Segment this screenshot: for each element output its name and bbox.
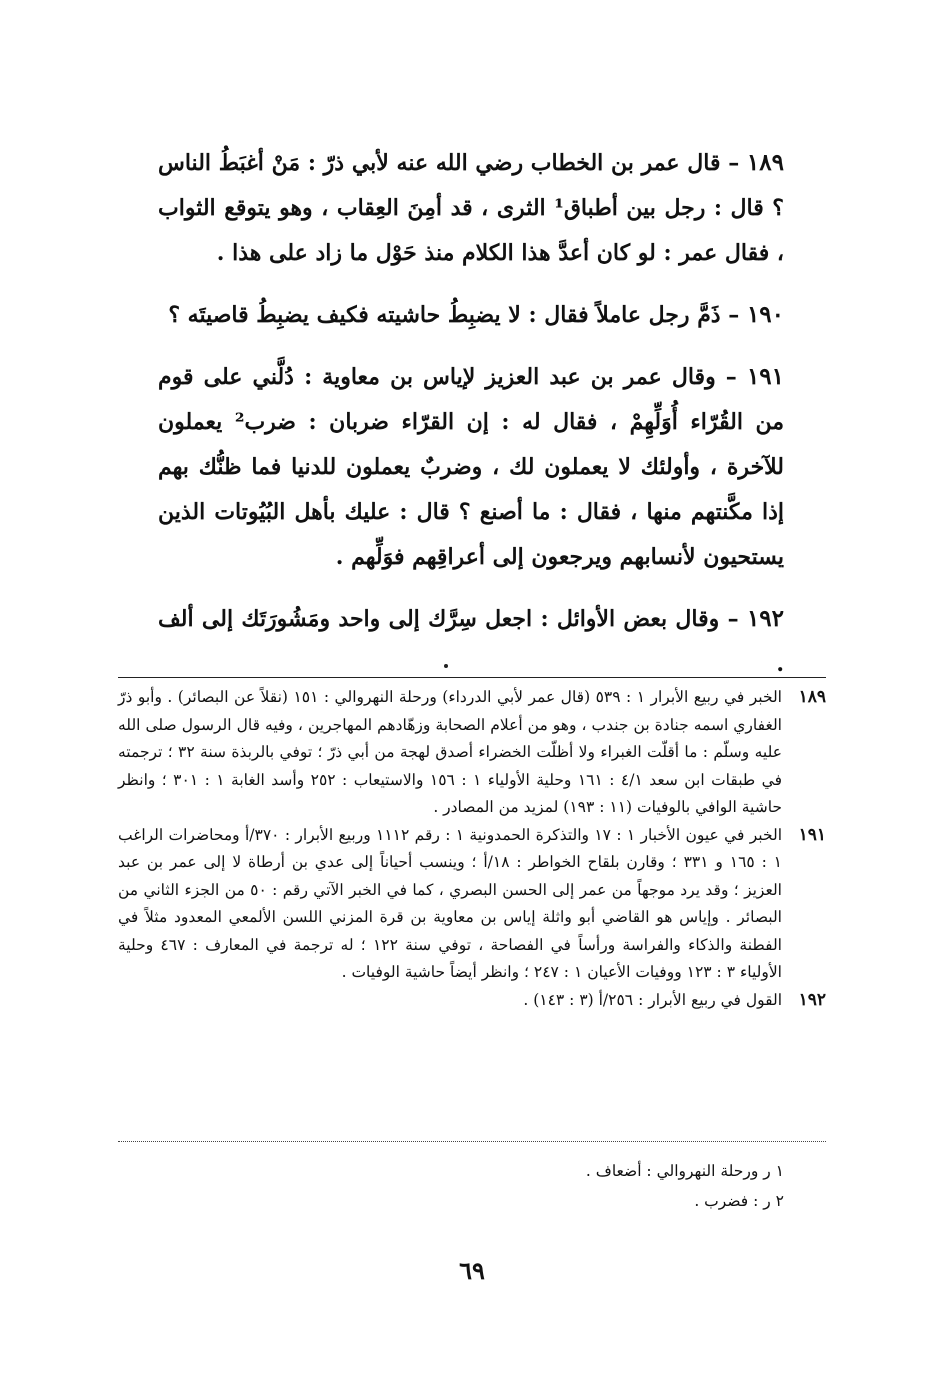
paragraph-number: ١٩٢	[746, 605, 784, 632]
footnote-text: الخبر في ربيع الأبرار ١ : ٥٣٩ (قال عمر لأبي الدرداء) ورحلة النهروالي : ١٥١ (نقلاً عن البصائر) . وأبو ذرّ الغفاري اسمه جنادة بن جندب ، وهو من أعلام الصحابة وزهّادهم المهاجرين ، وفيه قال الرسول صلى الله عليه وسلّم : ما أقلّت الغبراء ولا أظلّت الخضراء أصدق لهجة من أبي ذرّ ؛ توفي بالربذة سنة ٣٢ ؛ ترجمته في طبقات ابن سعد ٤/١ : ١٦١ وحلية الأولياء ١ : ١٥٦ والاستيعاب : ٢٥٢ وأسد الغابة ١ : ٣٠١ ؛ وانظر حاشية الوافي بالوفيات (١١ : ١٩٣) لمزيد من المصادر .	[118, 688, 783, 816]
paragraph-text: – وقال بعض الأوائل : اجعل سِرَّك إلى واحد ومَشُورَتَك إلى ألف .	[158, 606, 784, 677]
paragraph-number: ١٩١	[746, 363, 784, 390]
footnote-text: القول في ربيع الأبرار : ٢٥٦/أ (٣ : ١٤٣) .	[523, 990, 782, 1009]
page-number: ٦٩	[459, 1256, 485, 1285]
main-text	[158, 140, 784, 703]
variants-divider	[118, 1141, 826, 1142]
footnote-number: ١٨٩	[798, 687, 826, 707]
section-dot	[444, 664, 448, 668]
footnote-number: ١٩٢	[798, 989, 826, 1010]
paragraph-number: ١٩٠	[746, 301, 784, 328]
variant-note-1: ١ ر ورحلة النهروالي : أضعاف .	[585, 1162, 784, 1180]
paragraph-text: – ذَمَّ رجل عاملاً فقال : لا يضبِطُ حاشيته فكيف يضبِطُ قاصيتَه ؟	[168, 302, 740, 328]
footnote-189	[118, 684, 826, 822]
paragraph-text: – قال عمر بن الخطاب رضي الله عنه لأبي ذرّ : مَنْ أغبَطُ الناس ؟ قال : رجل بين أطباق¹ الثرى ، قد أمِنَ العِقاب ، وهو يتوقع الثواب ، فقال عمر : لو كان أعدَّ هذا الكلام منذ حَوْل ما زاد على هذا .	[158, 150, 784, 266]
footnote-192	[118, 987, 826, 1015]
footnote-text: الخبر في عيون الأخبار ١ : ١٧ والتذكرة الحمدونية ١ : رقم ١١١٢ وربيع الأبرار : ٣٧٠/أ ومحاضرات الراغب ١ : ١٦٥ و ٣٣١ ؛ وقارن بلقاح الخواطر : ١٨/أ ؛ وينسب أحياناً إلى عدي بن أرطاة لا إلى عمر بن عبد العزيز ؛ وقد يرد موجهاً من عمر إلى الحسن البصري ، كما في الخبر الآتي رقم : ٥٠ من الجزء الثاني من البصائر . وإياس هو القاضي أبو واثلة إياس بن معاوية بن قرة المزني اللسن الألمعي المعدود مثلاً في الفطنة والذكاء والفراسة ورأساً في الفصاحة ، توفي سنة ١٢٢ ؛ له ترجمة في المعارف : ٤٦٧ وحلية الأولياء ٣ : ١٢٣ ووفيات الأعيان ١ : ٢٤٧ ؛ وانظر أيضاً حاشية الوفيات .	[118, 825, 783, 981]
paragraph-191	[158, 354, 784, 580]
footnotes	[118, 684, 826, 1014]
variant-note-2: ٢ ر : فضرب .	[694, 1192, 784, 1210]
paragraph-number: ١٨٩	[746, 149, 784, 176]
paragraph-192	[158, 596, 784, 687]
footnote-divider	[118, 677, 826, 678]
paragraph-189	[158, 140, 784, 276]
paragraph-text: – وقال عمر بن عبد العزيز لإياس بن معاوية : دُلَّني على قوم من القُرّاء أُوَلِّهِمْ ، فقال له : إن القرّاء ضربان : ضرب² يعملون للآخرة ، وأولئك لا يعملون لك ، وضربٌ يعملون للدنيا فما ظنُّك بهم إذا مكَّنتهم منها ، فقال : ما أصنع ؟ قال : عليك بأهل البُيُوتات الذين يستحيون لأنسابهم ويرجعون إلى أعراقِهم فوَلِّهم .	[158, 364, 785, 570]
footnote-number: ١٩١	[798, 824, 826, 845]
manuscript-variants	[284, 1156, 784, 1216]
paragraph-190	[158, 292, 784, 338]
footnote-191	[118, 822, 826, 987]
